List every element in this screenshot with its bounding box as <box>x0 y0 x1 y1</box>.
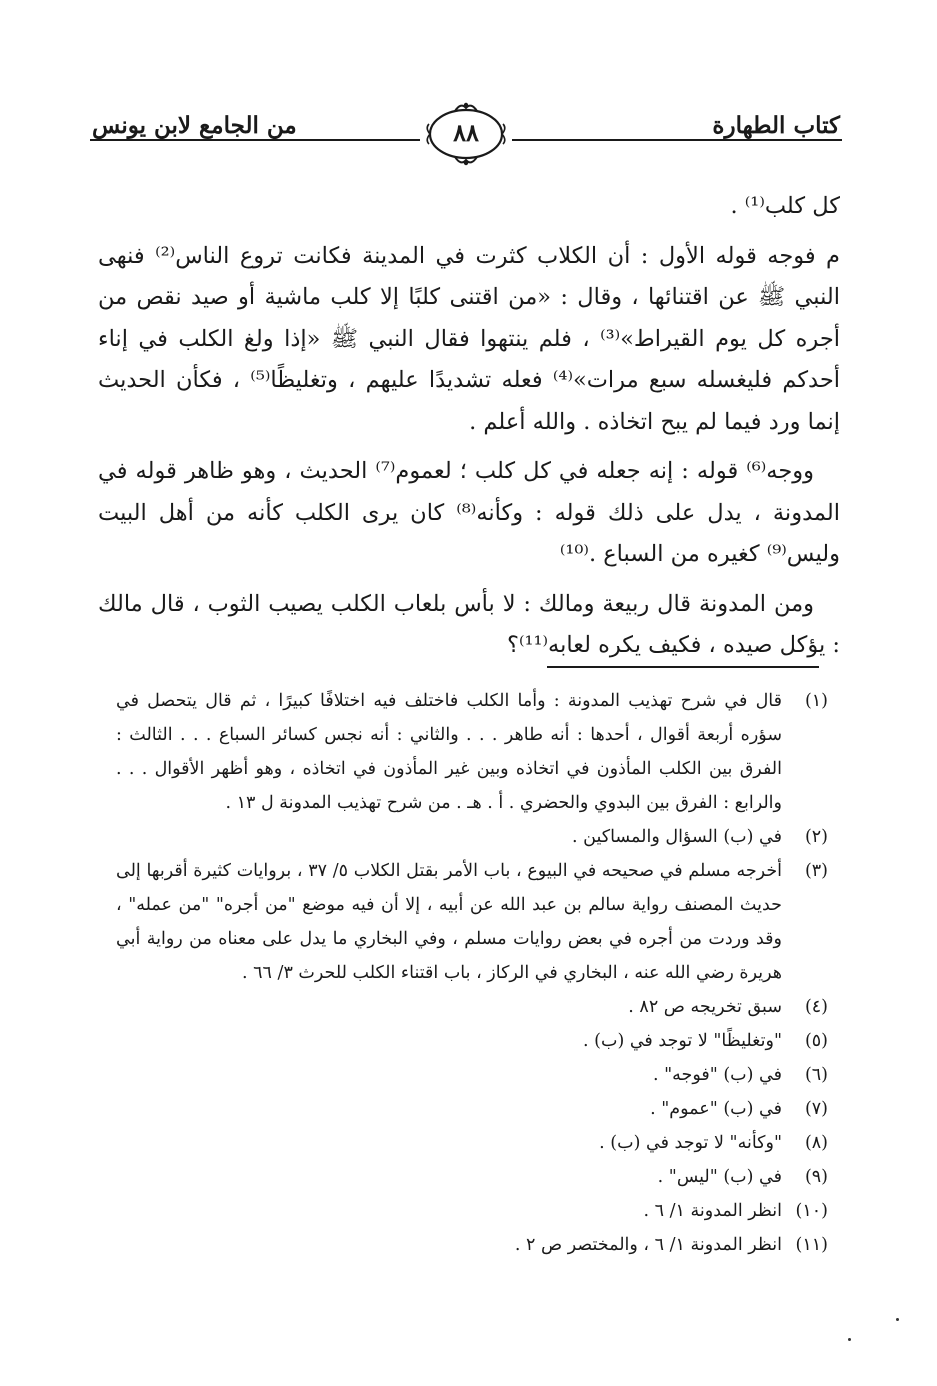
paragraph-3: ووجه⁽⁶⁾ قوله : إنه جعله في كل كلب ؛ لعموم⁽⁷⁾ الحديث ، وهو ظاهر قوله في المدونة ، يدل على ذلك قوله : وكأنه⁽⁸⁾ كان يرى الكلب كأنه من أهل البيت وليس⁽⁹⁾ كغيره من السباع .⁽¹⁰⁾ <box>98 458 840 567</box>
footnote-text: في (ب) السؤال والمساكين . <box>572 827 782 847</box>
footnote-number: (٧) <box>804 1099 828 1119</box>
running-header <box>90 112 842 156</box>
footnote-number: (١١) <box>795 1235 828 1255</box>
page-number: ٨٨ <box>453 118 479 147</box>
footnote-text: قال في شرح تهذيب المدونة : وأما الكلب فاختلف فيه اختلافًا كبيرًا ، ثم قال يتحصل في سؤره أربعة أقوال ، أحدها : أنه طاهر . . . والثاني : أنه نجس كسائر السباع . . . الثالث : الفرق بين الكلب المأذون في اتخاذه وبين غير المأذون في اتخاذه ، وهو أظهر الأقوال . . . والرابع : الفرق بين البدوي والحضري . أ . هـ . من شرح تهذيب المدونة ل ١٣ . <box>116 691 782 813</box>
footnote-number: (٦) <box>804 1065 828 1085</box>
footnote-text: "وكأنه" لا توجد في (ب) . <box>599 1133 782 1153</box>
footnote-2 <box>116 820 828 854</box>
footnote-6 <box>116 1058 828 1092</box>
footnote-number: (٣) <box>804 861 828 881</box>
footnote-text: "وتغليظًا" لا توجد في (ب) . <box>583 1031 782 1051</box>
header-rule-right <box>512 139 842 141</box>
footnote-text: سبق تخريجه ص ٨٢ . <box>628 997 782 1017</box>
main-text <box>98 186 840 675</box>
footnote-separator <box>547 666 819 668</box>
footnote-text: في (ب) "عموم" . <box>650 1099 782 1119</box>
footnote-4 <box>116 990 828 1024</box>
footnote-3 <box>116 854 828 990</box>
footnote-9 <box>116 1160 828 1194</box>
page-number-ornament <box>425 98 507 170</box>
footnote-text: انظر المدونة ١/ ٦ ، والمختصر ص ٢ . <box>514 1235 782 1255</box>
footnote-1 <box>116 684 828 820</box>
paragraph-1: كل كلب⁽¹⁾ . <box>730 193 840 219</box>
footnote-5 <box>116 1024 828 1058</box>
paragraph-4: ومن المدونة قال ربيعة ومالك : لا بأس بلعاب الكلب يصيب الثوب ، قال مالك : يؤكل صيده ، فكيف يكره لعابه⁽¹¹⁾؟ <box>98 590 840 658</box>
footnote-8 <box>116 1126 828 1160</box>
footnote-10 <box>116 1194 828 1228</box>
footnote-number: (٢) <box>804 827 828 847</box>
work-title: من الجامع لابن يونس <box>92 112 297 139</box>
header-rule-left <box>90 139 420 141</box>
footnote-number: (٥) <box>804 1031 828 1051</box>
footnote-number: (٤) <box>804 997 828 1017</box>
paragraph-2: م فوجه قوله الأول : أن الكلاب كثرت في المدينة فكانت تروع الناس⁽²⁾ فنهى النبي ﷺ عن اقتنائها ، وقال : «من اقتنى كلبًا إلا كلب ماشية أو صيد نقص من أجره كل يوم القيراط»⁽³⁾ ، فلم ينتهوا فقال النبي ﷺ «إذا ولغ الكلب في إناء أحدكم فليغسله سبع مرات»⁽⁴⁾ فعله تشديدًا عليهم ، وتغليظًا⁽⁵⁾ ، فكأن الحديث إنما ورد فيما لم يبح اتخاذه . والله أعلم . <box>98 242 840 435</box>
book-title: كتاب الطهارة <box>712 112 840 139</box>
footnote-text: في (ب) "ليس" . <box>657 1167 782 1187</box>
footnote-text: في (ب) "فوجه" . <box>652 1065 782 1085</box>
scan-speck <box>848 1338 851 1341</box>
footnote-number: (٨) <box>804 1133 828 1153</box>
footnote-number: (١٠) <box>795 1201 828 1221</box>
footnotes <box>116 684 828 1262</box>
footnote-text: انظر المدونة ١/ ٦ . <box>643 1201 782 1221</box>
footnote-11 <box>116 1228 828 1262</box>
scan-speck <box>896 1318 899 1321</box>
footnote-text: أخرجه مسلم في صحيحه في البيوع ، باب الأمر بقتل الكلاب ٥/ ٣٧ ، بروايات كثيرة أقربها إلى حديث المصنف رواية سالم بن عبد الله عن أبيه ، إلا أن فيه موضع "من أجره" "من عمله" ، وقد وردت من أجره في بعض روايات مسلم ، وفي البخاري ما يدل على معناه من رواية أبي هريرة رضي الله عنه ، البخاري في الركاز ، باب اقتناء الكلب للحرث ٣/ ٦٦ . <box>116 861 782 983</box>
footnote-number: (٩) <box>804 1167 828 1187</box>
footnote-7 <box>116 1092 828 1126</box>
footnote-number: (١) <box>804 691 828 711</box>
